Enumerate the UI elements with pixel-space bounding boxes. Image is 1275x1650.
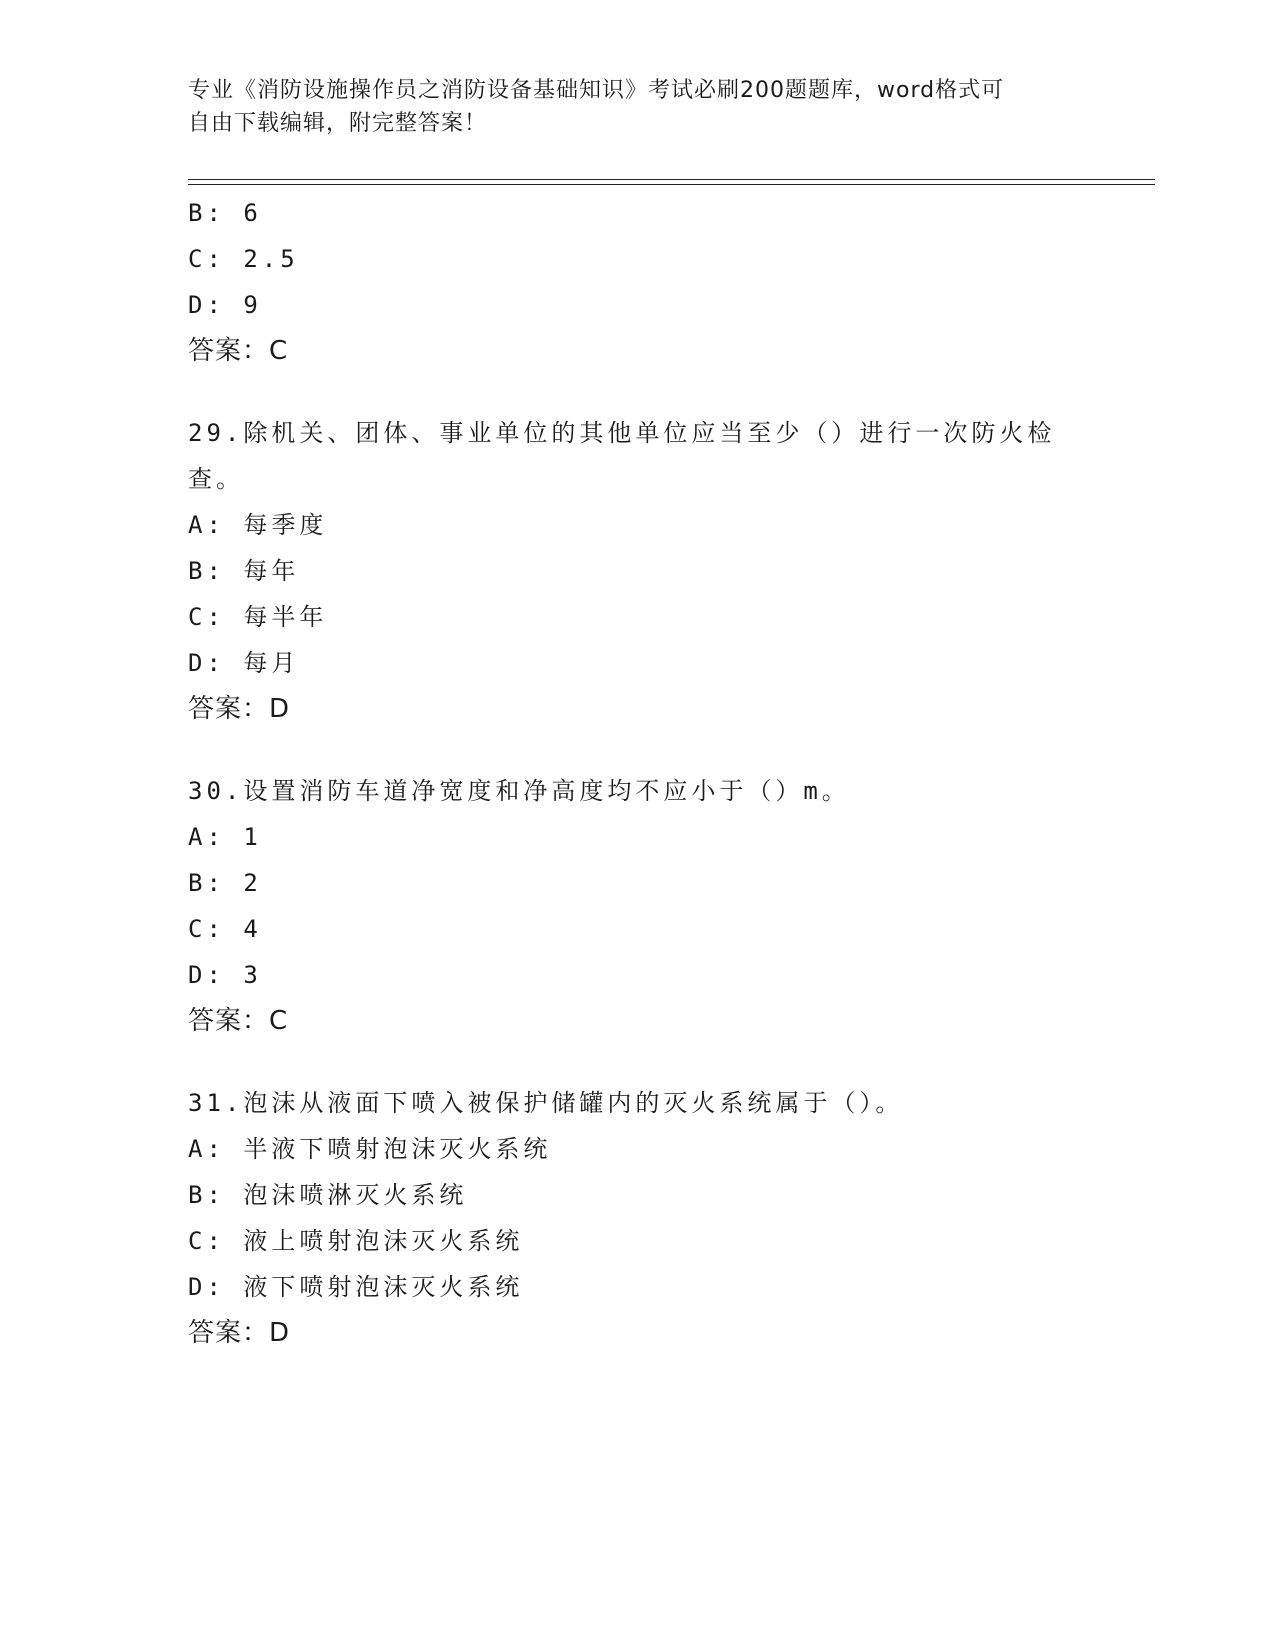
question-28-continued	[188, 190, 1088, 374]
option-a: A: 1	[188, 823, 262, 851]
spacer	[188, 1044, 1088, 1080]
option-a: A: 每季度	[188, 511, 328, 539]
question-29	[188, 410, 1088, 732]
option-d: D: 液下喷射泡沫灭火系统	[188, 1273, 524, 1301]
option-c: C: 液上喷射泡沫灭火系统	[188, 1227, 524, 1255]
question-text-continued: 查。	[188, 465, 244, 493]
spacer	[188, 374, 1088, 410]
option-d: D: 每月	[188, 649, 300, 677]
option-d: D: 9	[188, 291, 262, 319]
option-b: B: 每年	[188, 557, 300, 585]
document-header	[188, 74, 1088, 140]
question-30	[188, 768, 1088, 1044]
option-d: D: 3	[188, 961, 262, 989]
header-rule-bottom	[188, 184, 1155, 185]
answer: 答案：D	[188, 1318, 291, 1348]
answer: 答案：C	[188, 1006, 289, 1036]
spacer	[188, 732, 1088, 768]
question-list	[188, 190, 1088, 1356]
answer: 答案：C	[188, 336, 289, 366]
header-rule-top	[188, 179, 1155, 180]
answer: 答案：D	[188, 694, 291, 724]
option-b: B: 泡沫喷淋灭火系统	[188, 1181, 468, 1209]
option-c: C: 2.5	[188, 245, 299, 273]
header-line-2: 自由下载编辑，附完整答案！	[188, 111, 488, 136]
option-b: B: 2	[188, 869, 262, 897]
header-line-1: 专业《消防设施操作员之消防设备基础知识》考试必刷200题题库，word格式可	[188, 78, 1005, 103]
option-c: C: 每半年	[188, 603, 328, 631]
question-text: 30.设置消防车道净宽度和净高度均不应小于（）m。	[188, 777, 850, 805]
question-text: 31.泡沫从液面下喷入被保护储罐内的灭火系统属于（）。	[188, 1089, 904, 1117]
option-c: C: 4	[188, 915, 262, 943]
option-a: A: 半液下喷射泡沫灭火系统	[188, 1135, 552, 1163]
question-31	[188, 1080, 1088, 1356]
question-text: 29.除机关、团体、事业单位的其他单位应当至少（）进行一次防火检	[188, 419, 1056, 447]
option-b: B: 6	[188, 199, 262, 227]
